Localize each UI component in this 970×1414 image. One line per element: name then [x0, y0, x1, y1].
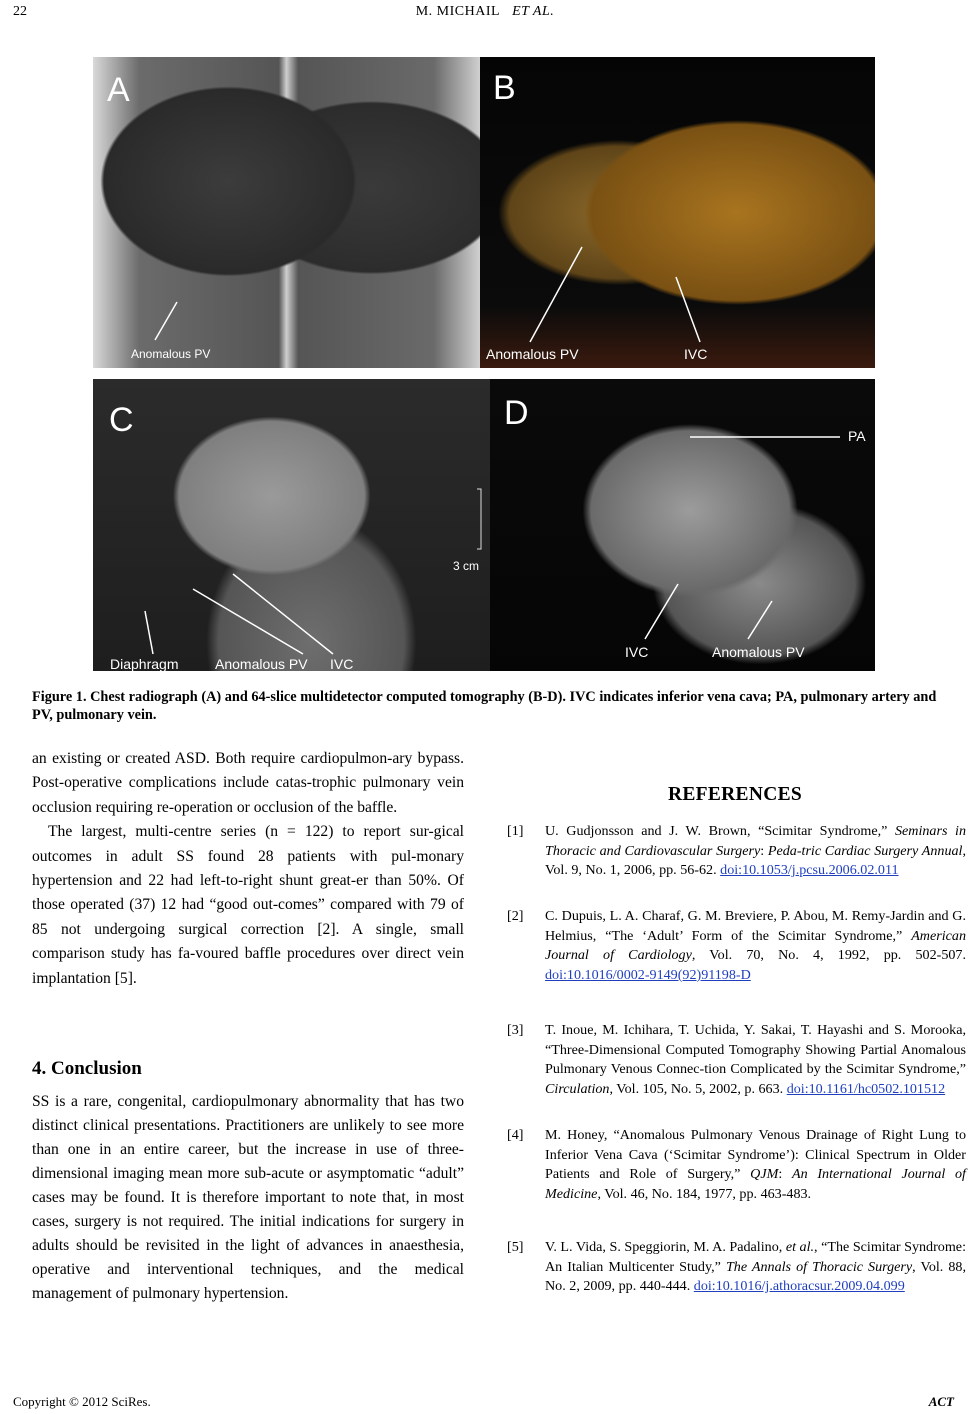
reference-text: , Vol. 88, No. 2, 2009, pp. 440-444.	[545, 1258, 966, 1295]
reference-text: , “The Scimitar Syndrome: An Italian Multicenter Study,”	[545, 1239, 966, 1275]
figure-panel-a-radiograph	[93, 57, 480, 368]
reference-doi-link[interactable]: doi:10.1016/0002-9149(92)91198-D	[545, 966, 751, 983]
reference-journal: QJM	[750, 1166, 779, 1183]
arrow-icon	[490, 379, 875, 671]
reference-number: [2]	[507, 908, 524, 924]
figure-panel-d-ct-3d	[490, 379, 875, 671]
reference-item-3	[507, 1021, 966, 1099]
reference-doi-link[interactable]: doi:10.1016/j.athoracsur.2009.04.099	[693, 1278, 905, 1295]
reference-journal: et al.	[785, 1239, 815, 1255]
reference-number: [3]	[507, 1022, 524, 1038]
arrow-icon	[93, 379, 490, 671]
panel-c-label-diaphragm: Diaphragm	[110, 656, 179, 671]
running-head-author: M. MICHAIL	[415, 4, 501, 19]
page-number: 22	[13, 4, 27, 19]
reference-journal: An International Journal of Medicine	[545, 1166, 966, 1202]
panel-c-scale-bar-label: 3 cm	[453, 559, 480, 573]
reference-doi-link[interactable]: doi:10.1053/j.pcsu.2006.02.011	[720, 862, 899, 879]
reference-text: , Vol. 70, No. 4, 1992, pp. 502-507.	[691, 947, 966, 964]
panel-b-label-ivc: IVC	[684, 346, 708, 362]
reference-number: [4]	[507, 1127, 524, 1143]
arrow-icon	[93, 57, 480, 368]
reference-text: C. Dupuis, L. A. Charaf, G. M. Breviere, P. Abou, M. Remy-Jardin and G. Helmius, “The ‘Adult’ Form of the Scimitar Syndrome,”	[545, 908, 966, 944]
panel-letter-c: C	[109, 401, 134, 439]
panel-letter-a: A	[107, 71, 130, 109]
panel-c-label-ivc: IVC	[330, 656, 354, 671]
reference-journal: Circulation	[545, 1080, 610, 1097]
reference-number: [5]	[507, 1239, 524, 1255]
reference-journal: Seminars in Thoracic and Cardiovascular Surgery	[545, 823, 966, 859]
panel-d-label-pa: PA	[848, 428, 866, 444]
reference-item-1	[507, 822, 966, 881]
reference-item-4	[507, 1126, 966, 1204]
footer-copyright: Copyright © 2012 SciRes.	[13, 1394, 151, 1409]
references-heading: REFERENCES	[667, 784, 803, 805]
reference-journal: The Annals of Thoracic Surgery	[725, 1258, 913, 1275]
section-heading-conclusion: 4. Conclusion	[32, 1058, 142, 1079]
arrow-icon	[480, 57, 875, 368]
conclusion-paragraph: SS is a rare, congenital, cardiopulmonary abnormality that has two distinct clinical presentations. Practitioners are unlikely to see more than one in an entire career, but the increase in use of three-dimensional imaging mean more sub-acute or asymptomatic “adult” cases may be found. It is therefore important to note that, in most cases, surgery is not required. The initial indications for surgery in adults should be revisited in the light of advances in anaesthesia, operative and interventional techniques, and the medical management of pulmonary hypertension.	[32, 1093, 464, 1302]
running-head-etal: ET AL.	[512, 4, 555, 19]
panel-c-label-anomalous-pv: Anomalous PV	[215, 656, 308, 671]
reference-text: T. Inoue, M. Ichihara, T. Uchida, Y. Sakai, T. Hayashi and S. Morooka, “Three-Dimensional Computed Tomography Showing Partial Anomalous Pulmonary Venous Connec-tion Complicated by the Scimitar Syndrome,”	[545, 1022, 966, 1078]
footer-journal-abbreviation: ACT	[928, 1394, 954, 1409]
reference-text: :	[760, 842, 768, 859]
body-paragraph-1: an existing or created ASD. Both require cardiopulmon-ary bypass. Post-operative complications include catas-trophic pulmonary vein occlusion requiring re-operation or occlusion of the baffle.	[32, 750, 464, 816]
figure-panel-c-ct-slice	[93, 379, 490, 671]
reference-text: M. Honey, “Anomalous Pulmonary Venous Drainage of Right Lung to Inferior Vena Cava (‘Scimitar Syndrome’): Clinical Spectrum in Older Patients and Role of Surgery,”	[545, 1127, 966, 1183]
reference-text: U. Gudjonsson and J. W. Brown, “Scimitar Syndrome,”	[545, 823, 895, 839]
reference-text: , Vol. 46, No. 184, 1977, pp. 463-483.	[597, 1185, 812, 1202]
panel-letter-b: B	[493, 69, 516, 107]
reference-text: , Vol. 9, No. 1, 2006, pp. 56-62.	[545, 842, 966, 879]
panel-letter-d: D	[504, 394, 529, 432]
reference-item-5	[507, 1238, 966, 1297]
panel-b-label-anomalous-pv: Anomalous PV	[486, 346, 579, 362]
reference-item-2	[507, 907, 966, 985]
panel-a-label-anomalous-pv: Anomalous PV	[131, 347, 211, 361]
panel-d-label-anomalous-pv: Anomalous PV	[712, 644, 805, 660]
panel-d-label-ivc: IVC	[625, 644, 649, 660]
reference-text: , Vol. 105, No. 5, 2002, p. 663.	[609, 1080, 787, 1097]
reference-number: [1]	[507, 823, 524, 839]
reference-journal: American Journal of Cardiology	[545, 927, 966, 964]
reference-text: :	[778, 1166, 792, 1183]
reference-text: V. L. Vida, S. Speggiorin, M. A. Padalino,	[545, 1239, 786, 1255]
reference-journal: Peda-tric Cardiac Surgery Annual	[767, 842, 963, 859]
reference-doi-link[interactable]: doi:10.1161/hc0502.101512	[786, 1080, 946, 1097]
running-head	[0, 4, 970, 20]
body-paragraph-2: The largest, multi-centre series (n = 122) to report sur-gical outcomes in adult SS found 28 patients with pul-monary hypertension and 22 had left-to-right shunt great-er than 50%. Of those operated (37) 12 had “good out-comes” compared with 79 of 85 not undergoing surgical correction [2]. A single, small comparison study has fa-voured baffle procedures over direct vein implantation [5].	[32, 823, 464, 987]
body-text-column	[32, 747, 464, 991]
figure-caption: Figure 1. Chest radiograph (A) and 64-slice multidetector computed tomography (B-D). IVC indicates inferior vena cava; PA, pulmonary artery and PV, pulmonary vein.	[32, 689, 937, 723]
figure-panel-b-ct-3d	[480, 57, 875, 368]
